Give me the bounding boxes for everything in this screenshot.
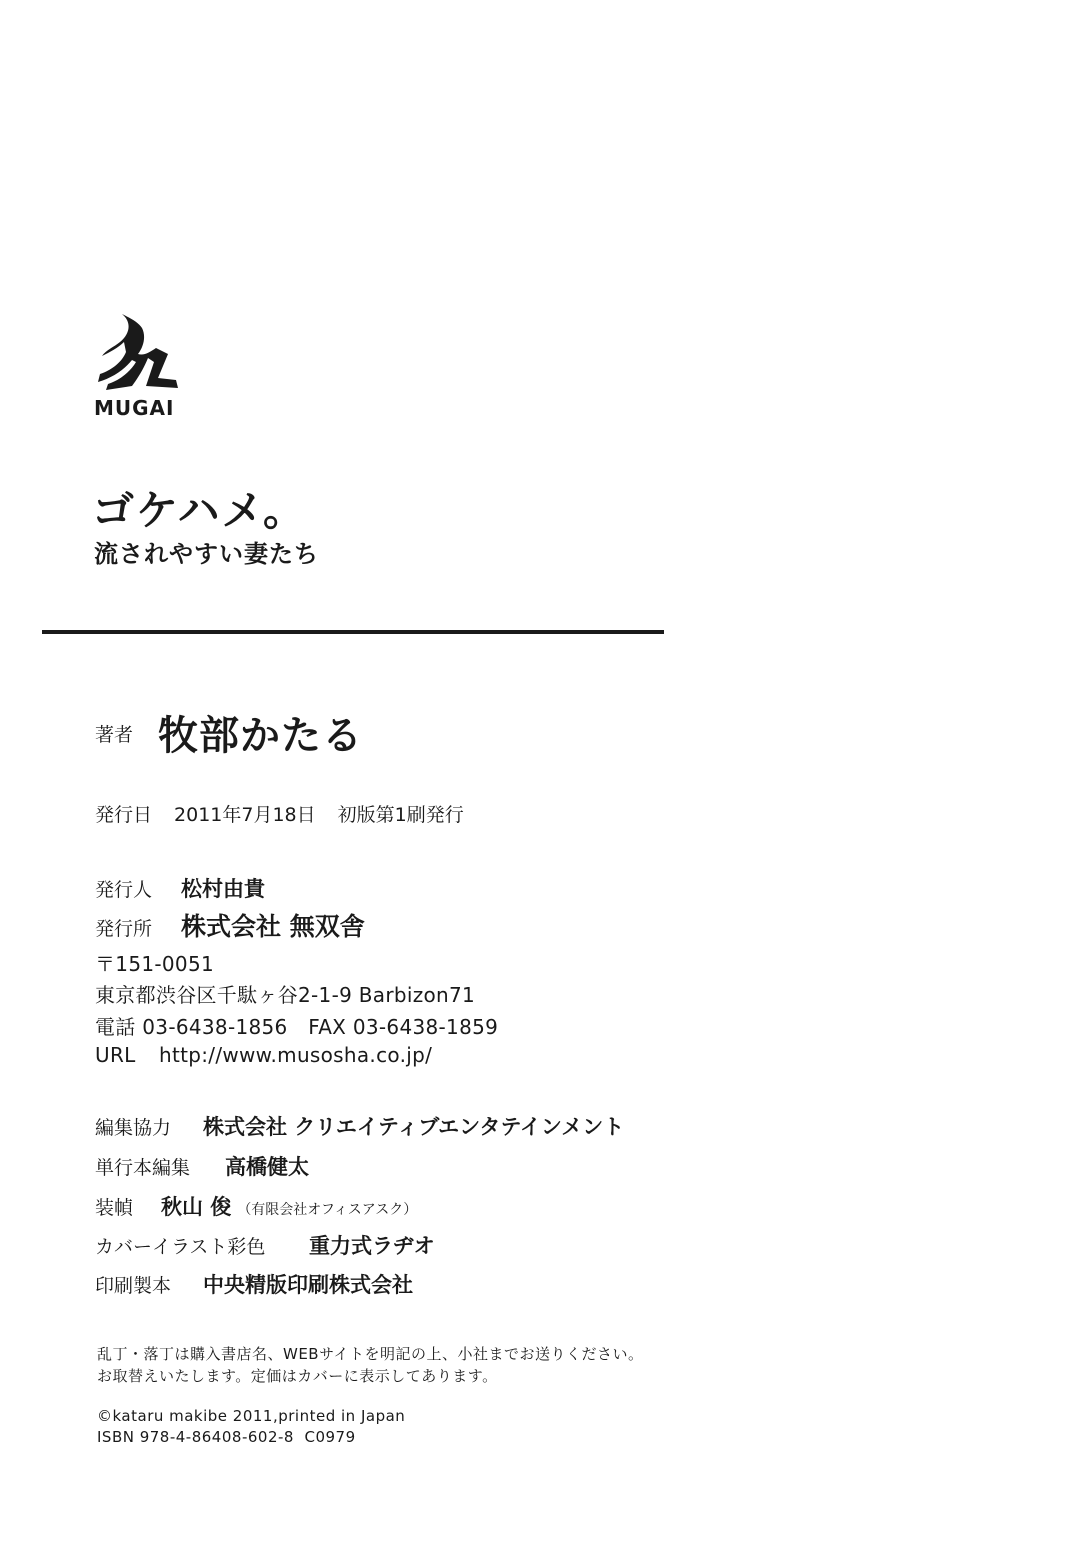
publisher-person-name: 松村由貴 bbox=[181, 877, 265, 901]
credit-row bbox=[95, 1269, 413, 1299]
url-label: URL bbox=[95, 1043, 136, 1067]
credit-value: 重力式ラヂオ bbox=[309, 1234, 435, 1258]
credit-label: 単行本編集 bbox=[95, 1157, 191, 1179]
author-label: 著者 bbox=[95, 724, 134, 746]
credit-value: 高橋健太 bbox=[225, 1155, 309, 1179]
url-line bbox=[95, 1043, 432, 1067]
fax-number: 03-6438-1859 bbox=[352, 1015, 499, 1039]
book-subtitle: 流されやすい妻たち bbox=[94, 540, 319, 568]
book-title: ゴケハメ。 bbox=[92, 486, 307, 535]
fax-label: FAX bbox=[308, 1015, 347, 1039]
publication-edition: 初版第1刷発行 bbox=[337, 804, 464, 826]
publisher-company-name: 株式会社 無双舎 bbox=[181, 912, 365, 941]
credit-value: 中央精版印刷株式会社 bbox=[203, 1273, 413, 1297]
isbn: ISBN 978-4-86408-602-8 C0979 bbox=[97, 1428, 356, 1446]
credit-value: 秋山 俊 bbox=[161, 1195, 232, 1219]
credit-label: カバーイラスト彩色 bbox=[95, 1236, 266, 1258]
publication-label: 発行日 bbox=[95, 804, 153, 826]
credit-label: 装幀 bbox=[95, 1197, 134, 1219]
credit-row bbox=[95, 1230, 435, 1260]
publication-date: 2011年7月18日 bbox=[174, 804, 316, 826]
publication-line bbox=[95, 800, 486, 827]
notice-line-1: 乱丁・落丁は購入書店名、WEBサイトを明記の上、小社までお送りください。 bbox=[97, 1345, 644, 1363]
phone-label: 電話 bbox=[95, 1015, 136, 1039]
publisher-person-label: 発行人 bbox=[95, 879, 153, 901]
credit-value: 株式会社 クリエイティブエンタテインメント bbox=[203, 1115, 625, 1139]
phone-number: 03-6438-1856 bbox=[142, 1015, 288, 1039]
url-link[interactable]: http://www.musosha.co.jp/ bbox=[159, 1043, 433, 1067]
credit-label: 印刷製本 bbox=[95, 1275, 172, 1297]
street-address: 東京都渋谷区千駄ヶ谷2-1-9 Barbizon71 bbox=[95, 983, 476, 1007]
publisher-company-label: 発行所 bbox=[95, 918, 153, 940]
credit-note: （有限会社オフィスアスク） bbox=[237, 1202, 418, 1218]
contact-line bbox=[95, 1011, 498, 1040]
publisher-company-row bbox=[95, 907, 365, 943]
publisher-person-row bbox=[95, 873, 265, 903]
notice-line-2: お取替えいたします。定価はカバーに表示してあります。 bbox=[97, 1367, 498, 1385]
author-name: 牧部かたる bbox=[158, 713, 363, 759]
credit-row bbox=[95, 1111, 624, 1141]
credit-row bbox=[95, 1151, 309, 1181]
logo-wordmark: MUGAI bbox=[94, 396, 175, 420]
credit-label: 編集協力 bbox=[95, 1117, 172, 1139]
postal-code: 〒151-0051 bbox=[95, 952, 214, 976]
copyright: ©kataru makibe 2011,printed in Japan bbox=[97, 1407, 406, 1425]
publisher-logo bbox=[92, 312, 182, 422]
credit-row bbox=[95, 1191, 417, 1221]
divider bbox=[42, 630, 664, 634]
